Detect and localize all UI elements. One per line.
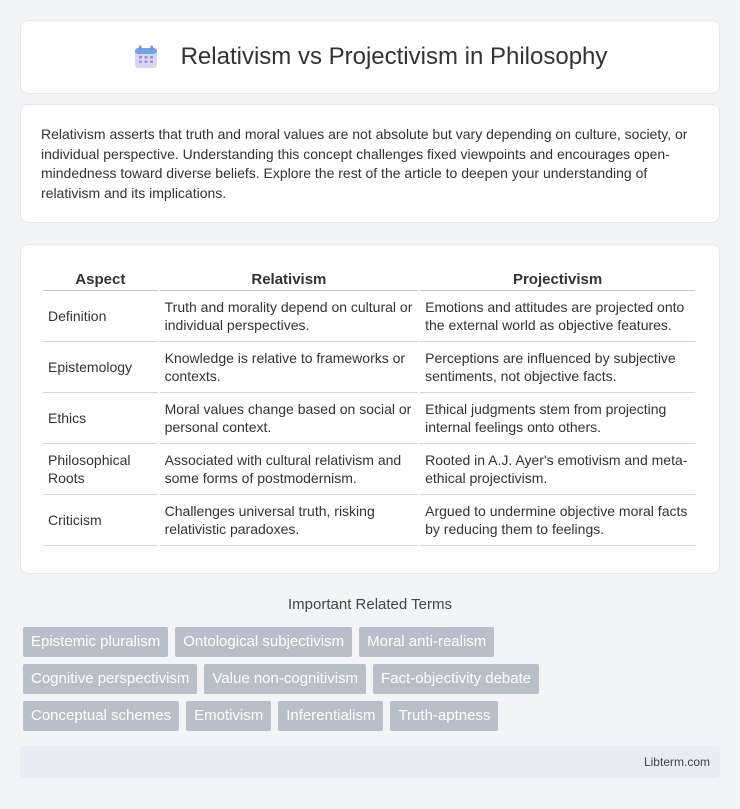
tag-fact-objectivity-debate[interactable]: Fact-objectivity debate: [373, 664, 539, 694]
tag-emotivism[interactable]: Emotivism: [186, 701, 271, 731]
cell-projectivism: Emotions and attitudes are projected onto the external world as objective features.: [420, 291, 695, 342]
cell-relativism: Knowledge is relative to frameworks or contexts.: [160, 342, 418, 393]
header: [133, 43, 608, 71]
table-row: [43, 495, 695, 546]
table-header-row: [43, 265, 695, 291]
tag-conceptual-schemes[interactable]: Conceptual schemes: [23, 701, 179, 731]
tag-ontological-subjectivism[interactable]: Ontological subjectivism: [175, 627, 352, 657]
page-title: Relativism vs Projectivism in Philosophy: [180, 43, 608, 70]
cell-aspect: Definition: [43, 291, 158, 342]
tag-epistemic-pluralism[interactable]: Epistemic pluralism: [23, 627, 168, 657]
tag-moral-anti-realism[interactable]: Moral anti-realism: [359, 627, 494, 657]
related-terms-title: Important Related Terms: [288, 596, 452, 613]
tag-value-non-cognitivism[interactable]: Value non-cognitivism: [204, 664, 366, 694]
cell-aspect: Epistemology: [43, 342, 158, 393]
cell-aspect: Philosophical Roots: [43, 444, 158, 495]
table-row: [43, 393, 695, 444]
cell-relativism: Associated with cultural relativism and some forms of postmodernism.: [160, 444, 418, 495]
footer-site-link[interactable]: Libterm.com: [643, 755, 710, 769]
table-row: [43, 342, 695, 393]
cell-projectivism: Argued to undermine objective moral facts by reducing them to feelings.: [420, 495, 695, 546]
related-terms-tags: [23, 627, 723, 738]
tag-truth-aptness[interactable]: Truth-aptness: [390, 701, 498, 731]
tag-row: [23, 701, 723, 731]
header-projectivism: Projectivism: [420, 265, 695, 291]
tag-inferentialism[interactable]: Inferentialism: [278, 701, 383, 731]
header-card: [20, 20, 720, 94]
cell-relativism: Moral values change based on social or personal context.: [160, 393, 418, 444]
cell-projectivism: Ethical judgments stem from projecting internal feelings onto others.: [420, 393, 695, 444]
comparison-table: [41, 265, 697, 546]
cell-projectivism: Rooted in A.J. Ayer's emotivism and meta-ethical projectivism.: [420, 444, 695, 495]
table-row: [43, 444, 695, 495]
cell-relativism: Truth and morality depend on cultural or individual perspectives.: [160, 291, 418, 342]
table-row: [43, 291, 695, 342]
calendar-icon: [133, 44, 159, 70]
cell-aspect: Ethics: [43, 393, 158, 444]
tag-row: [23, 664, 723, 694]
cell-aspect: Criticism: [43, 495, 158, 546]
tag-row: [23, 627, 723, 657]
footer: [20, 746, 720, 778]
cell-relativism: Challenges universal truth, risking relativistic paradoxes.: [160, 495, 418, 546]
tag-cognitive-perspectivism[interactable]: Cognitive perspectivism: [23, 664, 197, 694]
header-aspect: Aspect: [43, 265, 158, 291]
intro-text: Relativism asserts that truth and moral values are not absolute but vary depending on culture, society, or individual perspective. Understanding this concept challenges fixed viewpoints and encourages open-mindedness toward diverse beliefs. Explore the rest of the article to deepen your understanding of relativism and its implications.: [41, 126, 688, 201]
header-relativism: Relativism: [160, 265, 418, 291]
cell-projectivism: Perceptions are influenced by subjective sentiments, not objective facts.: [420, 342, 695, 393]
intro-card: [20, 104, 720, 223]
comparison-table-card: [20, 244, 720, 574]
